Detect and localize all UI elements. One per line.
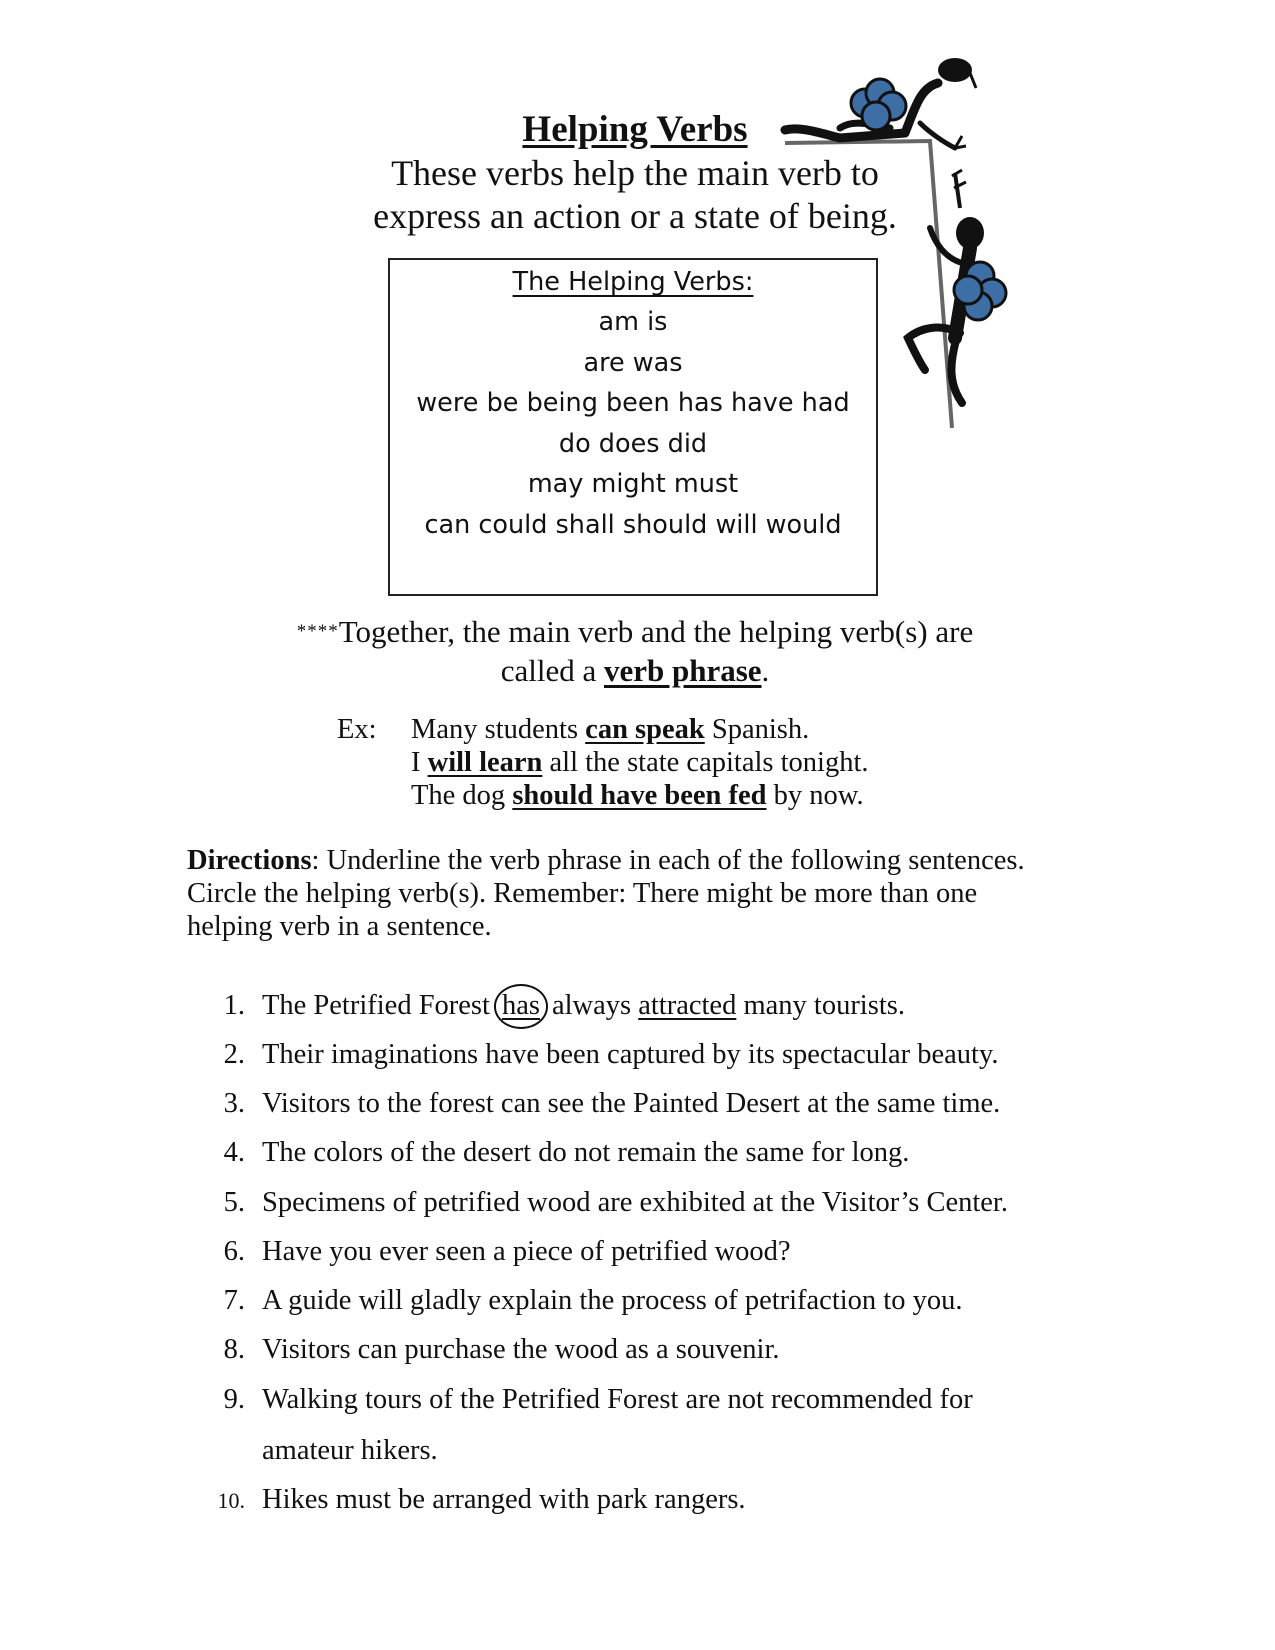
sentence-number: 8. <box>223 1334 245 1365</box>
example-verb-phrase: will learn <box>427 747 543 778</box>
sentence-number: 4. <box>223 1137 245 1168</box>
sentence-text-continued: amateur hikers. <box>262 1435 438 1466</box>
verb-box-heading: The Helping Verbs: <box>512 267 754 297</box>
example-sentence <box>411 747 869 779</box>
sentence-number: 2. <box>223 1039 245 1070</box>
example-text: Many students <box>411 714 586 745</box>
example-verb-phrase: should have been fed <box>512 780 767 811</box>
verb-phrase-term: verb phrase <box>603 653 762 688</box>
sentence-number: 5. <box>223 1187 245 1218</box>
example-text: The dog <box>411 780 513 811</box>
sentence-number: 9. <box>223 1384 245 1415</box>
directions-line-2: Circle the helping verb(s). Remember: There might be more than one <box>187 878 978 909</box>
verb-phrase-note-line-2 <box>250 653 1020 689</box>
sentence-number: 6. <box>223 1236 245 1267</box>
verb-phrase-note-line-1 <box>250 614 1020 650</box>
directions-label: Directions <box>187 845 312 876</box>
stars: **** <box>296 621 339 642</box>
example-sentence <box>411 714 809 746</box>
sentence-number: 3. <box>223 1088 245 1119</box>
sentence-text: Walking tours of the Petrified Forest are not recommended for <box>262 1384 973 1415</box>
underlined-main-verb: attracted <box>638 990 737 1021</box>
sentence-text: Their imaginations have been captured by its spectacular beauty. <box>262 1039 999 1070</box>
sentence-fragment: always <box>551 990 639 1021</box>
sentence-number: 10. <box>217 1488 245 1513</box>
directions-line-1 <box>187 845 1025 877</box>
verb-line: may might must <box>527 469 739 499</box>
sentence-text: Specimens of petrified wood are exhibited at the Visitor’s Center. <box>262 1187 1008 1218</box>
sentence-number: 1. <box>223 990 245 1021</box>
note-text: called a <box>500 653 604 688</box>
subtitle-line-2: express an action or a state of being. <box>373 196 897 236</box>
example-verb-phrase: can speak <box>585 714 705 745</box>
subtitle-line-1: These verbs help the main verb to <box>391 153 879 193</box>
directions-line-3: helping verb in a sentence. <box>187 911 492 942</box>
examples-label: Ex: <box>337 714 377 745</box>
example-text: by now. <box>766 780 864 811</box>
page-title: Helping Verbs <box>522 109 748 150</box>
sentence-text: Have you ever seen a piece of petrified wood? <box>262 1236 791 1267</box>
helping-verb: has <box>501 990 540 1021</box>
verb-line: were be being been has have had <box>416 388 850 418</box>
sentence-text: Visitors can purchase the wood as a souvenir. <box>262 1334 780 1365</box>
circled-helping-verb <box>494 984 548 1029</box>
sentence-fragment: many tourists. <box>736 990 905 1021</box>
example-text: all the state capitals tonight. <box>542 747 869 778</box>
sentence-fragment: The Petrified Forest <box>262 990 490 1021</box>
sentence-number: 7. <box>223 1285 245 1316</box>
note-text: . <box>761 653 770 688</box>
verb-line: are was <box>583 347 683 378</box>
verb-line: can could shall should will would <box>424 509 842 540</box>
directions-text: : Underline the verb phrase in each of the following sentences. <box>311 845 1025 876</box>
sentence-text <box>262 990 905 1022</box>
sentence-text: Hikes must be arranged with park rangers. <box>262 1484 746 1515</box>
sentence-text: The colors of the desert do not remain the same for long. <box>262 1137 910 1168</box>
example-text: I <box>411 747 428 778</box>
rock-climbers-illustration-icon <box>780 48 1060 448</box>
example-text: Spanish. <box>704 714 810 745</box>
example-sentence <box>411 780 864 812</box>
verb-line: am is <box>598 307 668 337</box>
note-text: Together, the main verb and the helping verb(s) are <box>338 614 974 649</box>
verb-line: do does did <box>558 428 708 459</box>
sentence-text: Visitors to the forest can see the Painted Desert at the same time. <box>262 1088 1001 1119</box>
sentence-text: A guide will gladly explain the process of petrifaction to you. <box>262 1285 963 1316</box>
